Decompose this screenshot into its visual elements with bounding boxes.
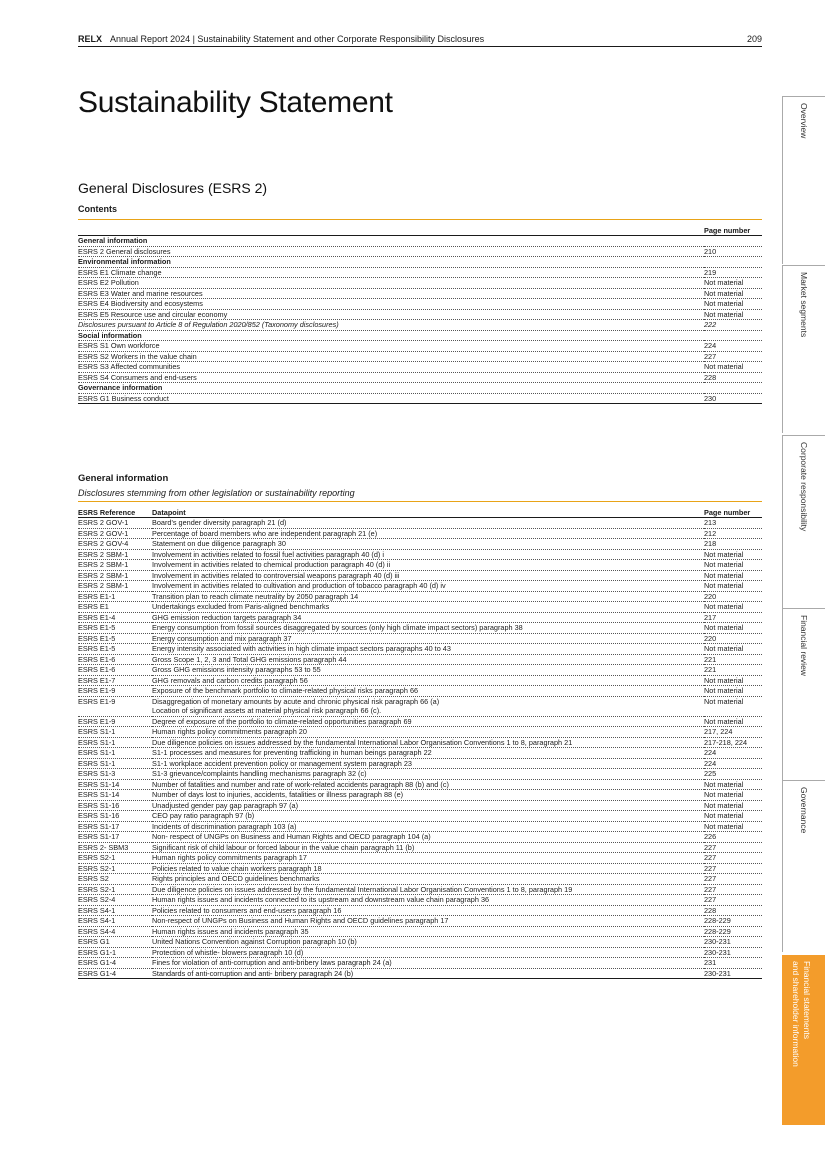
esrs-reference: ESRS S1-1	[78, 727, 152, 738]
datapoint-row	[78, 832, 762, 843]
contents-page: 222	[704, 320, 762, 331]
category-row	[78, 236, 762, 247]
datapoint: Gross GHG emissions intensity paragraphs 53 to 55	[152, 665, 704, 676]
datapoint-row	[78, 968, 762, 979]
esrs-reference: ESRS 2 SBM-1	[78, 560, 152, 571]
category-row	[78, 257, 762, 268]
esrs-reference: ESRS E1-5	[78, 644, 152, 655]
general-info-subtitle: Disclosures stemming from other legislation or sustainability reporting	[78, 488, 355, 498]
esrs-reference: ESRS S4-1	[78, 905, 152, 916]
datapoint-row	[78, 528, 762, 539]
contents-page: 227	[704, 351, 762, 362]
datapoint: Human rights policy commitments paragraph 17	[152, 853, 704, 864]
datapoint-row	[78, 842, 762, 853]
contents-label: ESRS S2 Workers in the value chain	[78, 351, 704, 362]
contents-row	[78, 288, 762, 299]
esrs-reference: ESRS 2 SBM-1	[78, 549, 152, 560]
side-tab-financial-review[interactable]	[782, 608, 825, 780]
contents-row	[78, 278, 762, 289]
datapoint: Policies related to value chain workers paragraph 18	[152, 863, 704, 874]
datapoint: S1-3 grievance/complaints handling mechanisms paragraph 32 (c)	[152, 769, 704, 780]
datapoint: Board's gender diversity paragraph 21 (d)	[152, 518, 704, 529]
datapoint: Involvement in activities related to chemical production paragraph 40 (d) ii	[152, 560, 704, 571]
page-number-cell: Not material	[704, 602, 762, 613]
page-number-cell: 227	[704, 863, 762, 874]
contents-label: Contents	[78, 204, 117, 214]
contents-label: ESRS G1 Business conduct	[78, 393, 704, 404]
datapoint: Number of fatalities and number and rate of work-related accidents paragraph 88 (b) and (c)	[152, 779, 704, 790]
page-number-cell: 225	[704, 769, 762, 780]
contents-label: General information	[78, 236, 704, 247]
page-number-cell: 227	[704, 895, 762, 906]
datapoint-row	[78, 853, 762, 864]
datapoint-row	[78, 863, 762, 874]
esrs-reference: ESRS 2 SBM-1	[78, 570, 152, 581]
datapoint-row	[78, 821, 762, 832]
page-number-cell: Not material	[704, 716, 762, 727]
contents-page	[704, 330, 762, 341]
page-header: Page number	[704, 502, 762, 518]
datapoint: Non- respect of UNGPs on Business and Human Rights and OECD paragraph 104 (a)	[152, 832, 704, 843]
contents-label: ESRS E2 Pollution	[78, 278, 704, 289]
contents-row	[78, 320, 762, 331]
datapoint-header-row	[78, 502, 762, 518]
esrs-reference: ESRS S1-1	[78, 758, 152, 769]
datapoint-table	[78, 501, 762, 979]
contents-row	[78, 309, 762, 320]
datapoint-header: Datapoint	[152, 502, 704, 518]
datapoint: Energy intensity associated with activities in high climate impact sectors paragraphs 40 to 43	[152, 644, 704, 655]
datapoint: Exposure of the benchmark portfolio to climate-related physical risks paragraph 66	[152, 686, 704, 697]
datapoint: Human rights policy commitments paragraph 20	[152, 727, 704, 738]
contents-label: ESRS E3 Water and marine resources	[78, 288, 704, 299]
side-tab-governance[interactable]	[782, 780, 825, 952]
page-number-cell: 230-231	[704, 947, 762, 958]
datapoint-row	[78, 727, 762, 738]
datapoint-row	[78, 696, 762, 716]
esrs-reference: ESRS S2	[78, 874, 152, 885]
page-title: Sustainability Statement	[78, 86, 393, 119]
esrs-reference: ESRS 2 GOV-4	[78, 539, 152, 550]
datapoint: Unadjusted gender pay gap paragraph 97 (a)	[152, 800, 704, 811]
contents-label: ESRS S1 Own workforce	[78, 341, 704, 352]
esrs-reference: ESRS S1-17	[78, 832, 152, 843]
datapoint-row	[78, 602, 762, 613]
datapoint-row	[78, 539, 762, 550]
datapoint-row	[78, 675, 762, 686]
datapoint: Protection of whistle- blowers paragraph 10 (d)	[152, 947, 704, 958]
contents-row	[78, 341, 762, 352]
page-number-cell: Not material	[704, 570, 762, 581]
esrs-reference: ESRS 2 SBM-1	[78, 581, 152, 592]
page-number-cell: 228	[704, 905, 762, 916]
contents-page: Not material	[704, 362, 762, 373]
esrs-reference: ESRS S1-16	[78, 800, 152, 811]
contents-row	[78, 246, 762, 257]
contents-page: Not material	[704, 309, 762, 320]
datapoint-row	[78, 570, 762, 581]
datapoint-row	[78, 884, 762, 895]
datapoint: Involvement in activities related to fossil fuel activities paragraph 40 (d) i	[152, 549, 704, 560]
datapoint: Rights principles and OECD guidelines benchmarks	[152, 874, 704, 885]
page-number-cell: Not material	[704, 644, 762, 655]
datapoint-row	[78, 633, 762, 644]
esrs-reference: ESRS E1-9	[78, 696, 152, 716]
page-number-cell: 227	[704, 884, 762, 895]
datapoint	[152, 696, 704, 716]
page-number-cell: 217	[704, 612, 762, 623]
esrs-reference: ESRS G1	[78, 937, 152, 948]
running-header	[78, 31, 762, 47]
page-number-cell: 220	[704, 591, 762, 602]
brand-name: RELX	[78, 34, 103, 44]
page-number-cell: Not material	[704, 800, 762, 811]
contents-header-row	[78, 220, 762, 236]
esrs-reference: ESRS E1-9	[78, 716, 152, 727]
datapoint-row	[78, 686, 762, 697]
datapoint-row	[78, 905, 762, 916]
datapoint-row	[78, 811, 762, 822]
datapoint-row	[78, 874, 762, 885]
esrs-reference: ESRS G1-4	[78, 958, 152, 969]
esrs-reference: ESRS E1-4	[78, 612, 152, 623]
datapoint: Fines for violation of anti-corruption and anti-bribery laws paragraph 24 (a)	[152, 958, 704, 969]
esrs-reference: ESRS E1-7	[78, 675, 152, 686]
side-tab-financial-statements[interactable]	[782, 955, 825, 1125]
esrs-reference: ESRS S1-1	[78, 737, 152, 748]
esrs-reference: ESRS S4-1	[78, 916, 152, 927]
contents-page: 210	[704, 246, 762, 257]
datapoint: Transition plan to reach climate neutrality by 2050 paragraph 14	[152, 591, 704, 602]
datapoint-row	[78, 737, 762, 748]
side-tab-label: Governance	[799, 787, 809, 834]
esrs-reference: ESRS E1-9	[78, 686, 152, 697]
datapoint-row	[78, 895, 762, 906]
esrs-reference: ESRS S1-1	[78, 748, 152, 759]
page-number-cell: 221	[704, 665, 762, 676]
page-number-cell: 230-231	[704, 937, 762, 948]
page-number-cell: 224	[704, 758, 762, 769]
esrs-reference: ESRS 2 GOV-1	[78, 518, 152, 529]
datapoint-row	[78, 779, 762, 790]
side-tab-label: Market segments	[799, 272, 809, 338]
esrs-reference: ESRS S2-1	[78, 884, 152, 895]
header-text: Annual Report 2024 | Sustainability Statement and other Corporate Responsibility Disclosures	[110, 34, 485, 44]
esrs-reference: ESRS S2-4	[78, 895, 152, 906]
esrs-reference: ESRS E1	[78, 602, 152, 613]
contents-page: Not material	[704, 288, 762, 299]
datapoint-row	[78, 716, 762, 727]
datapoint-row	[78, 612, 762, 623]
datapoint-row	[78, 560, 762, 571]
side-tab-label: Corporate responsibility	[799, 442, 809, 532]
side-tab-market-segments[interactable]	[782, 265, 825, 433]
page-number-cell: 230-231	[704, 968, 762, 979]
esrs-reference: ESRS S2-1	[78, 853, 152, 864]
contents-page: 228	[704, 372, 762, 383]
esrs-reference: ESRS S1-16	[78, 811, 152, 822]
datapoint-row	[78, 748, 762, 759]
contents-label: ESRS S4 Consumers and end-users	[78, 372, 704, 383]
esrs-reference: ESRS E1-5	[78, 623, 152, 634]
contents-page	[704, 257, 762, 268]
datapoint: GHG emission reduction targets paragraph 34	[152, 612, 704, 623]
esrs-reference: ESRS S2-1	[78, 863, 152, 874]
contents-page: 219	[704, 267, 762, 278]
contents-label: Social information	[78, 330, 704, 341]
contents-page: 230	[704, 393, 762, 404]
contents-page: 224	[704, 341, 762, 352]
esrs-reference: ESRS S1-14	[78, 779, 152, 790]
contents-label: Disclosures pursuant to Article 8 of Regulation 2020/852 (Taxonomy disclosures)	[78, 320, 704, 331]
page-number-cell: 212	[704, 528, 762, 539]
general-info-title: General information	[78, 473, 169, 484]
datapoint: S1-1 workplace accident prevention policy or management system paragraph 23	[152, 758, 704, 769]
page-number-cell: 228-229	[704, 916, 762, 927]
datapoint: Incidents of discrimination paragraph 103 (a)	[152, 821, 704, 832]
datapoint: Energy consumption and mix paragraph 37	[152, 633, 704, 644]
page-number-cell: 217-218, 224	[704, 737, 762, 748]
datapoint: Human rights issues and incidents connected to its upstream and downstream value chain paragraph 36	[152, 895, 704, 906]
datapoint: Statement on due diligence paragraph 30	[152, 539, 704, 550]
datapoint: United Nations Convention against Corruption paragraph 10 (b)	[152, 937, 704, 948]
datapoint: Policies related to consumers and end-users paragraph 16	[152, 905, 704, 916]
page-number-cell: 217, 224	[704, 727, 762, 738]
contents-row	[78, 362, 762, 373]
esrs-reference: ESRS 2- SBM3	[78, 842, 152, 853]
contents-row	[78, 267, 762, 278]
page-number-cell: 227	[704, 842, 762, 853]
esrs-reference: ESRS E1-5	[78, 633, 152, 644]
datapoint-row	[78, 937, 762, 948]
datapoint-row	[78, 591, 762, 602]
datapoint: Involvement in activities related to controversial weapons paragraph 40 (d) iii	[152, 570, 704, 581]
page-number-cell: 224	[704, 748, 762, 759]
datapoint-row	[78, 518, 762, 529]
contents-page	[704, 383, 762, 394]
contents-row	[78, 372, 762, 383]
datapoint: GHG removals and carbon credits paragraph 56	[152, 675, 704, 686]
datapoint: S1-1 processes and measures for preventing trafficking in human beings paragraph 22	[152, 748, 704, 759]
page-number-cell: 218	[704, 539, 762, 550]
ref-header: ESRS Reference	[78, 502, 152, 518]
page-number-cell: 226	[704, 832, 762, 843]
datapoint: Due diligence policies on issues addressed by the fundamental International Labor Organisation Conventions 1 to 8, paragraph 19	[152, 884, 704, 895]
datapoint: Human rights issues and incidents paragraph 35	[152, 926, 704, 937]
page-number-cell: Not material	[704, 790, 762, 801]
datapoint-row	[78, 758, 762, 769]
datapoint: Significant risk of child labour or forced labour in the value chain paragraph 11 (b)	[152, 842, 704, 853]
page-number-cell: Not material	[704, 686, 762, 697]
contents-label: ESRS S3 Affected communities	[78, 362, 704, 373]
contents-label: ESRS E4 Biodiversity and ecosystems	[78, 299, 704, 310]
esrs-reference: ESRS E1-6	[78, 654, 152, 665]
page-number-cell: Not material	[704, 811, 762, 822]
datapoint: Involvement in activities related to cultivation and production of tobacco paragraph 40 (d) iv	[152, 581, 704, 592]
datapoint-line-2: Location of significant assets at material physical risk paragraph 66 (c).	[152, 706, 382, 715]
page-number-cell: 227	[704, 874, 762, 885]
esrs-reference: ESRS S1-14	[78, 790, 152, 801]
datapoint-row	[78, 623, 762, 634]
contents-label: ESRS 2 General disclosures	[78, 246, 704, 257]
datapoint: Energy consumption from fossil sources disaggregated by sources (only high climate impact sectors) paragraph 38	[152, 623, 704, 634]
datapoint-line-1: Disaggregation of monetary amounts by acute and chronic physical risk paragraph 66 (a)	[152, 696, 440, 706]
datapoint-row	[78, 665, 762, 676]
datapoint-row	[78, 958, 762, 969]
category-row	[78, 383, 762, 394]
side-tab-label: Overview	[799, 103, 809, 139]
side-tab-corporate-responsibility[interactable]	[782, 435, 825, 608]
contents-page-header: Page number	[704, 220, 762, 236]
section-title: General Disclosures (ESRS 2)	[78, 180, 268, 196]
datapoint: Gross Scope 1, 2, 3 and Total GHG emissions paragraph 44	[152, 654, 704, 665]
datapoint-row	[78, 926, 762, 937]
side-tab-label: Financial statements and shareholder information	[791, 961, 812, 1067]
page-number-cell: Not material	[704, 549, 762, 560]
datapoint: Due diligence policies on issues addressed by the fundamental International Labor Organisation Conventions 1 to 8, paragraph 21	[152, 737, 704, 748]
esrs-reference: ESRS S1-3	[78, 769, 152, 780]
esrs-reference: ESRS E1-1	[78, 591, 152, 602]
datapoint: Degree of exposure of the portfolio to climate-related opportunities paragraph 69	[152, 716, 704, 727]
page-number-cell: 227	[704, 853, 762, 864]
contents-row	[78, 351, 762, 362]
contents-label: Environmental information	[78, 257, 704, 268]
contents-label: ESRS E1 Climate change	[78, 267, 704, 278]
page-number-cell: Not material	[704, 623, 762, 634]
esrs-reference: ESRS G1-4	[78, 968, 152, 979]
datapoint: Standards of anti-corruption and anti- bribery paragraph 24 (b)	[152, 968, 704, 979]
datapoint-row	[78, 644, 762, 655]
datapoint: Non-respect of UNGPs on Business and Human Rights and OECD guidelines paragraph 17	[152, 916, 704, 927]
datapoint-row	[78, 947, 762, 958]
datapoint: CEO pay ratio paragraph 97 (b)	[152, 811, 704, 822]
esrs-reference: ESRS G1-1	[78, 947, 152, 958]
page-number-cell: Not material	[704, 581, 762, 592]
page-number-cell: 220	[704, 633, 762, 644]
page-number: 209	[746, 34, 762, 44]
datapoint-row	[78, 800, 762, 811]
category-row	[78, 330, 762, 341]
page-number-cell: 228-229	[704, 926, 762, 937]
page-number-cell: Not material	[704, 696, 762, 716]
datapoint-row	[78, 790, 762, 801]
esrs-reference: ESRS E1-6	[78, 665, 152, 676]
datapoint: Percentage of board members who are independent paragraph 21 (e)	[152, 528, 704, 539]
contents-page	[704, 236, 762, 247]
side-tab-overview[interactable]	[782, 96, 825, 264]
datapoint-row	[78, 549, 762, 560]
contents-label: Governance information	[78, 383, 704, 394]
contents-table	[78, 219, 762, 404]
datapoint-row	[78, 581, 762, 592]
page-number-cell: 221	[704, 654, 762, 665]
contents-row	[78, 393, 762, 404]
datapoint-row	[78, 654, 762, 665]
esrs-reference: ESRS 2 GOV-1	[78, 528, 152, 539]
contents-label: ESRS E5 Resource use and circular economy	[78, 309, 704, 320]
datapoint: Number of days lost to injuries, accidents, fatalities or illness paragraph 88 (e)	[152, 790, 704, 801]
page-number-cell: Not material	[704, 560, 762, 571]
contents-row	[78, 299, 762, 310]
page-number-cell: Not material	[704, 779, 762, 790]
esrs-reference: ESRS S1-17	[78, 821, 152, 832]
page-number-cell: 213	[704, 518, 762, 529]
datapoint: Undertakings excluded from Paris-aligned benchmarks	[152, 602, 704, 613]
esrs-reference: ESRS S4-4	[78, 926, 152, 937]
contents-page: Not material	[704, 278, 762, 289]
page-number-cell: 231	[704, 958, 762, 969]
datapoint-row	[78, 769, 762, 780]
page-number-cell: Not material	[704, 675, 762, 686]
page-number-cell: Not material	[704, 821, 762, 832]
side-tab-label: Financial review	[799, 615, 809, 676]
datapoint-row	[78, 916, 762, 927]
contents-page: Not material	[704, 299, 762, 310]
contents-label-header	[78, 220, 704, 236]
